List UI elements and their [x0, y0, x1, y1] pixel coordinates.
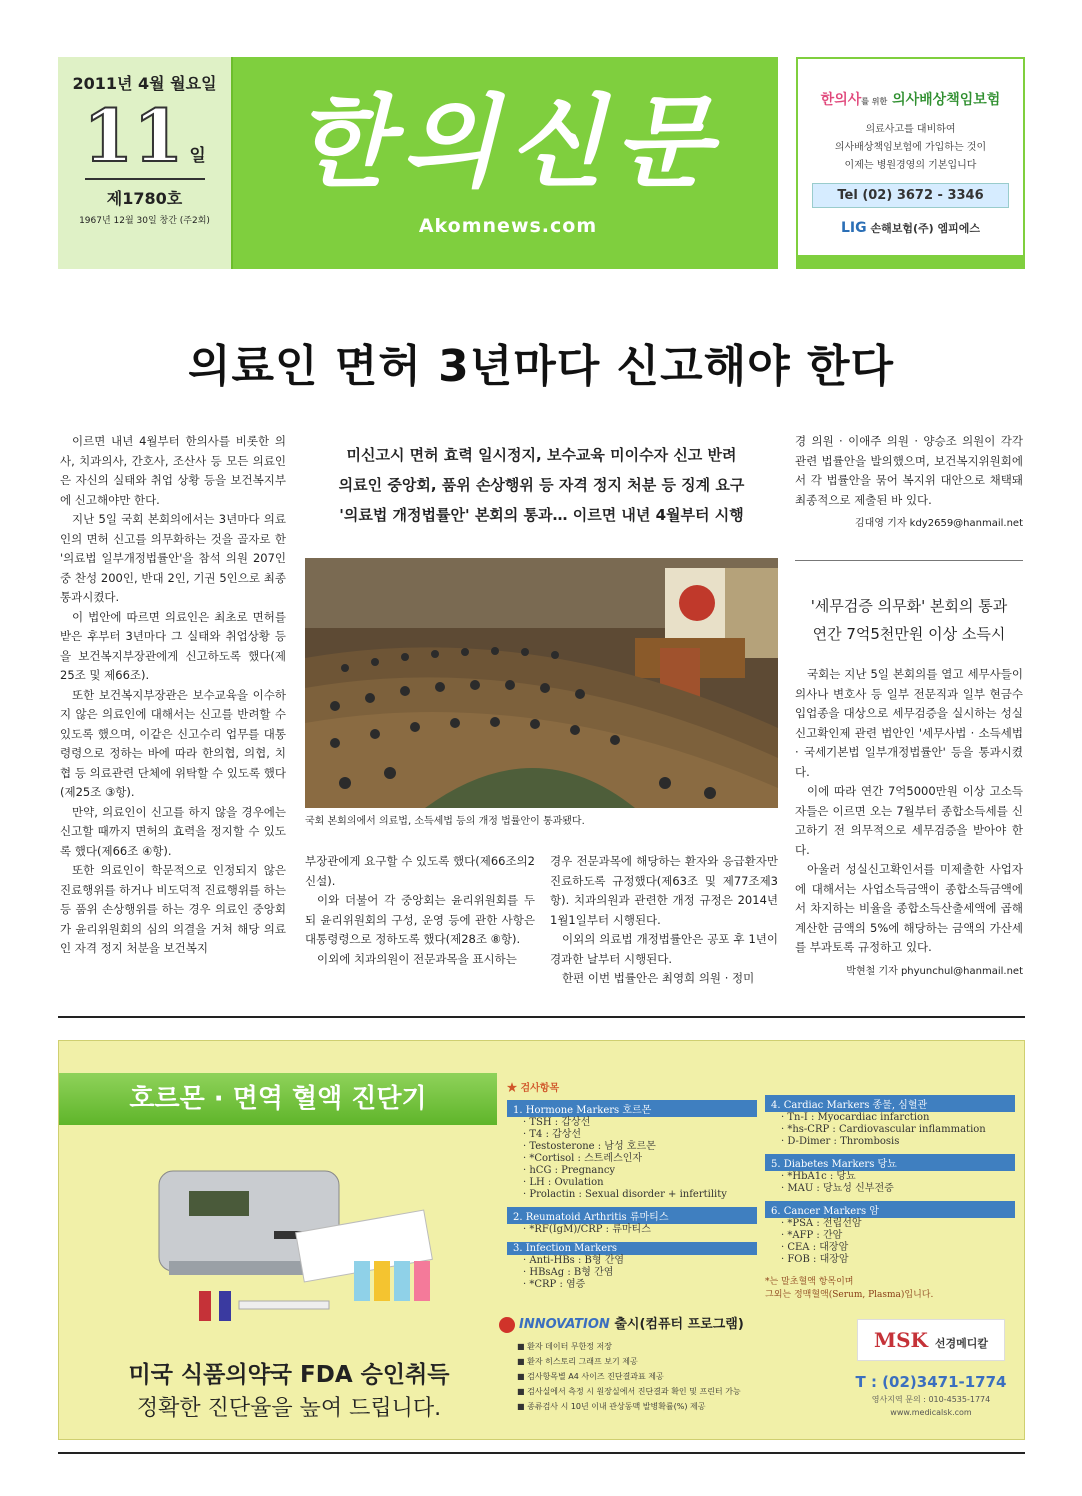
test-item: · HBsAg : B형 간염	[523, 1267, 614, 1278]
insurance-ad-bar	[798, 255, 1023, 267]
test-note-line: *는 말초혈액 항목이며	[765, 1277, 854, 1287]
article-paragraph: 경우 전문과목에 해당하는 환자와 응급환자만 진료하도록 규정했다(제63조 및 제77조제3항). 치과의원과 관련한 개정 규정은 2014년 1월1일부터 시행된다.	[550, 854, 778, 927]
article-paragraph: 이와 더불어 각 중앙회는 윤리위원회를 두되 윤리위원회의 구성, 운영 등에 관한 사항은 대통령령으로 정하도록 했다(제28조 ⑧항).	[305, 893, 535, 946]
test-item: · FOB : 대장암	[781, 1254, 849, 1265]
subhead: 의료인 중앙회, 품위 손상행위 등 자격 정지 처분 등 징계 요구	[338, 476, 745, 494]
test-item: · hCG : Pregnancy	[523, 1165, 616, 1176]
test-item: · *CRP : 염증	[523, 1279, 586, 1290]
feature-item: ■ 종류검사 시 10년 이내 관상동맥 발병확률(%) 제공	[517, 1399, 797, 1414]
test-item: · LH : Ovulation	[523, 1177, 604, 1188]
article-paragraph: 이 법안에 따르면 의료인은 최초로 면허를 받은 후부터 3년마다 그 실태와 취업상황 등을 보건복지부장관에게 신고하도록 했다(제25조 및 제66조).	[60, 609, 286, 682]
issue-number: 제1780호	[106, 189, 183, 208]
test-item: · *RF(IgM)/CRP : 류마티스	[523, 1224, 651, 1235]
ad-tagline: 정확한 진단율을 높여 드립니다.	[136, 1396, 442, 1421]
insurance-ad-line: 의료사고를 대비하여	[865, 124, 956, 135]
article-column-3	[795, 432, 1023, 534]
article-paragraph: 이르면 내년 4월부터 한의사를 비롯한 의사, 치과의사, 간호사, 조산사 등 모든 의료인은 자신의 실태와 취업 상황 등을 보건복지부에 신고해야만 한다.	[60, 434, 286, 507]
test-items-right	[765, 1089, 1015, 1302]
insurance-ad-line: 의사배상책임보험에 가입하는 것이	[834, 142, 987, 153]
masthead-banner	[58, 57, 778, 269]
assembly-photo	[305, 558, 778, 808]
article-paragraph: 지난 5일 국회 본회의에서는 3년마다 의료인의 면허 신고를 의무화하는 것을 골자로 한 '의료법 일부개정법률안'을 참석 의원 207인 중 찬성 200인, 반대 2인, 기권 5인으로 최종 통과시켰다.	[60, 512, 286, 604]
analyzer-device-image	[99, 1151, 469, 1331]
test-group-title: 3. Infection Markers	[507, 1242, 757, 1255]
innovation-program	[499, 1313, 799, 1333]
article-column-1	[60, 432, 286, 959]
feature-item: ■ 환자 데이터 무한정 저장	[517, 1339, 797, 1354]
msk-phone[interactable]: T : (02)3471-1774	[855, 1373, 1007, 1391]
article-paragraph: 이외에 치과의원이 전문과목을 표시하는	[317, 951, 517, 966]
test-item: · Anti-HBs : B형 간염	[523, 1255, 625, 1266]
test-item: · *hs-CRP : Cardiovascular inflammation	[781, 1124, 986, 1135]
feature-item: ■ 검사실에서 측정 시 원장실에서 진단결과 확인 및 프린터 가능	[517, 1384, 797, 1399]
side-article-rule	[795, 560, 1023, 561]
test-item: · TSH : 갑상선	[523, 1117, 591, 1128]
msk-regional-contact: 영사지역 문의 : 010-4535-1774	[871, 1395, 991, 1404]
test-items-left	[507, 1079, 757, 1291]
test-item: · Prolactin : Sexual disorder + infertility	[523, 1189, 727, 1200]
logo-text: 한의신문	[294, 83, 722, 201]
msk-website[interactable]: www.medicalsk.com	[890, 1408, 972, 1417]
insurance-ad-title-for: 를 위한	[861, 97, 888, 106]
feature-item: ■ 검사항목별 A4 사이즈 진단결과표 제공	[517, 1369, 797, 1384]
test-item: · MAU : 당뇨성 신부전증	[781, 1183, 894, 1194]
article-column-2b	[550, 852, 778, 989]
insurance-ad-title-main: 의사배상책임보험	[892, 92, 1001, 108]
test-item: · D-Dimer : Thrombosis	[781, 1136, 900, 1147]
article-paragraph: 아울러 성실신고확인서를 미제출한 사업자에 대해서는 사업소득금액이 종합소득금액에서 차지하는 비율을 종합소득산출세액에 곱해 계산한 금액의 5%에 해당하는 금액의 가산세를 부과토록 규정하고 있다.	[795, 862, 1023, 954]
feature-item: ■ 환자 히스토리 그래프 보기 제공	[517, 1354, 797, 1369]
insurance-ad[interactable]	[796, 57, 1025, 269]
test-item: · *HbA1c : 당뇨	[781, 1171, 856, 1182]
test-item: · *AFP : 간암	[781, 1230, 843, 1241]
section-rule	[58, 1016, 1025, 1018]
innovation-label: 출시(컴퓨터 프로그램)	[614, 1317, 744, 1332]
msk-logo-name: 선경메디칼	[934, 1337, 989, 1350]
article-subheads	[305, 440, 778, 530]
side-article-subtitle: 연간 7억5천만원 이상 소득시	[812, 625, 1006, 643]
side-article-body	[795, 665, 1023, 981]
date-line: 2011년 4월 월요일	[72, 74, 217, 93]
test-group-title: 2. Reumatoid Arthritis 류마티스	[507, 1207, 757, 1224]
byline: 김대영 기자 kdy2659@hanmail.net	[855, 518, 1023, 529]
test-item: · Tn-I : Myocardiac infarction	[781, 1112, 930, 1123]
innovation-brand: INNOVATION	[519, 1317, 610, 1332]
insurance-ad-title-pink: 한의사	[820, 92, 862, 108]
insurance-ad-line: 이제는 병원경영의 기본입니다	[844, 160, 977, 171]
article-paragraph: 또한 보건복지부장관은 보수교육을 이수하지 않은 의료인에 대해서는 신고를 반려할 수 있도록 했으며, 이같은 신고수리 업무를 대통령령으로 정하는 바에 따라 한의협, 의협, 치협 등 의료관련 단체에 위탁할 수 있도록 했다(제25조 ③항).	[60, 687, 286, 799]
assembly-photo-image	[305, 558, 778, 808]
msk-logo-mark: MSK	[873, 1328, 928, 1352]
newspaper-logo[interactable]	[258, 77, 758, 237]
article-paragraph: 한편 이번 법률안은 최영희 의원 · 정미	[562, 971, 755, 985]
article-paragraph: 또한 의료인이 학문적으로 인정되지 않은 진료행위를 하거나 비도덕적 진료행위를 하는 등 품위 손상행위를 하는 경우 의료인 중앙회가 윤리위원회의 심의 의결을 거쳐 해당 의료인 자격 정지 처분을 보건복지	[60, 863, 286, 955]
issue-day: 11	[83, 93, 184, 178]
article-paragraph: 만약, 의료인이 신고를 하지 않을 경우에는 신고할 때까지 면허의 효력을 정지할 수 있도록 했다(제66조 ④항).	[60, 804, 286, 858]
test-note-line: 그외는 정맥혈액(Serum, Plasma)입니다.	[765, 1290, 934, 1300]
subhead: '의료법 개정법률안' 본회의 통과… 이르면 내년 4월부터 시행	[339, 506, 744, 524]
test-group-title: 4. Cardiac Markers 종물, 심혈관	[765, 1095, 1015, 1112]
test-item: · CEA : 대장암	[781, 1242, 849, 1253]
innovation-icon	[499, 1317, 515, 1333]
photo-caption: 국회 본회의에서 의료법, 소득세법 등의 개정 법률안이 통과됐다.	[305, 816, 585, 827]
main-headline: 의료인 면허 3년마다 신고해야 한다	[188, 341, 894, 392]
article-paragraph: 경 의원 · 이애주 의원 · 양승조 의원이 각각 관련 법률안을 발의했으며, 보건복지위원회에서 각 법률안을 묶어 복지위 대안으로 채택돼 최종적으로 제출된 바 있다.	[795, 434, 1023, 507]
footer-rule	[58, 1452, 1025, 1454]
innovation-features	[517, 1339, 797, 1414]
date-box	[58, 57, 233, 269]
test-item: · *Cortisol : 스트레스인자	[523, 1153, 643, 1164]
test-group-title: 1. Hormone Markers 호르몬	[507, 1100, 757, 1117]
side-article-title: '세무검증 의무화' 본회의 통과	[810, 597, 1008, 615]
masthead	[58, 57, 1025, 269]
test-note	[765, 1276, 1015, 1302]
byline: 박현철 기자 phyunchul@hanmail.net	[846, 965, 1023, 977]
side-article-heads	[795, 592, 1023, 648]
article-paragraph: 국회는 지난 5일 본회의를 열고 세무사들이 의사나 변호사 등 일부 전문직과 일부 현금수입업종을 대상으로 세무검증을 실시하는 성실신고확인제 관련 법안인 '세무사법 · 소득세법 · 국세기본법 일부개정법률안' 등을 통과시켰다.	[795, 667, 1023, 779]
test-item: · T4 : 갑상선	[523, 1129, 582, 1140]
ad-title: 호르몬 · 면역 혈액 진단기	[59, 1073, 497, 1125]
lig-logo: LIG	[841, 220, 867, 236]
founded-line: 1967년 12월 30일 창간 (주2회)	[79, 216, 210, 226]
date-rule	[85, 178, 205, 180]
subhead: 미신고시 면허 효력 일시정지, 보수교육 미이수자 신고 반려	[346, 446, 737, 464]
issue-day-suffix: 일	[189, 146, 206, 166]
fda-approval-text: 미국 식품의약국 FDA 승인취득	[128, 1362, 450, 1388]
insurance-ad-tel: Tel (02) 3672 - 3346	[812, 183, 1009, 208]
test-item: · *PSA : 전립선암	[781, 1218, 862, 1229]
article-column-2a	[305, 852, 535, 969]
article-paragraph: 이에 따라 연간 7억5000만원 이상 고소득자들은 이르면 오는 7월부터 종합소득세를 신고하기 전 의무적으로 세무검증을 받아야 한다.	[795, 784, 1023, 857]
test-item: · Testosterone : 남성 호르몬	[523, 1141, 656, 1152]
article-paragraph: 부장관에게 요구할 수 있도록 했다(제66조의2 신설).	[305, 854, 535, 888]
insurance-ad-title	[798, 89, 1023, 109]
msk-logo	[857, 1319, 1005, 1361]
site-url[interactable]: Akomnews.com	[418, 215, 598, 237]
test-items-heading: ★ 검사항목	[507, 1083, 560, 1094]
test-group-title: 6. Cancer Markers 암	[765, 1201, 1015, 1218]
msk-contact[interactable]	[847, 1319, 1015, 1429]
insurance-company: 손해보험(주) 엠피에스	[870, 222, 980, 235]
diagnostic-device-ad[interactable]	[58, 1040, 1025, 1440]
article-paragraph: 이외의 의료법 개정법률안은 공포 후 1년이 경과한 날부터 시행된다.	[550, 932, 778, 966]
test-group-title: 5. Diabetes Markers 당뇨	[765, 1154, 1015, 1171]
insurance-ad-text	[798, 121, 1023, 175]
insurance-ad-brand	[798, 220, 1023, 236]
